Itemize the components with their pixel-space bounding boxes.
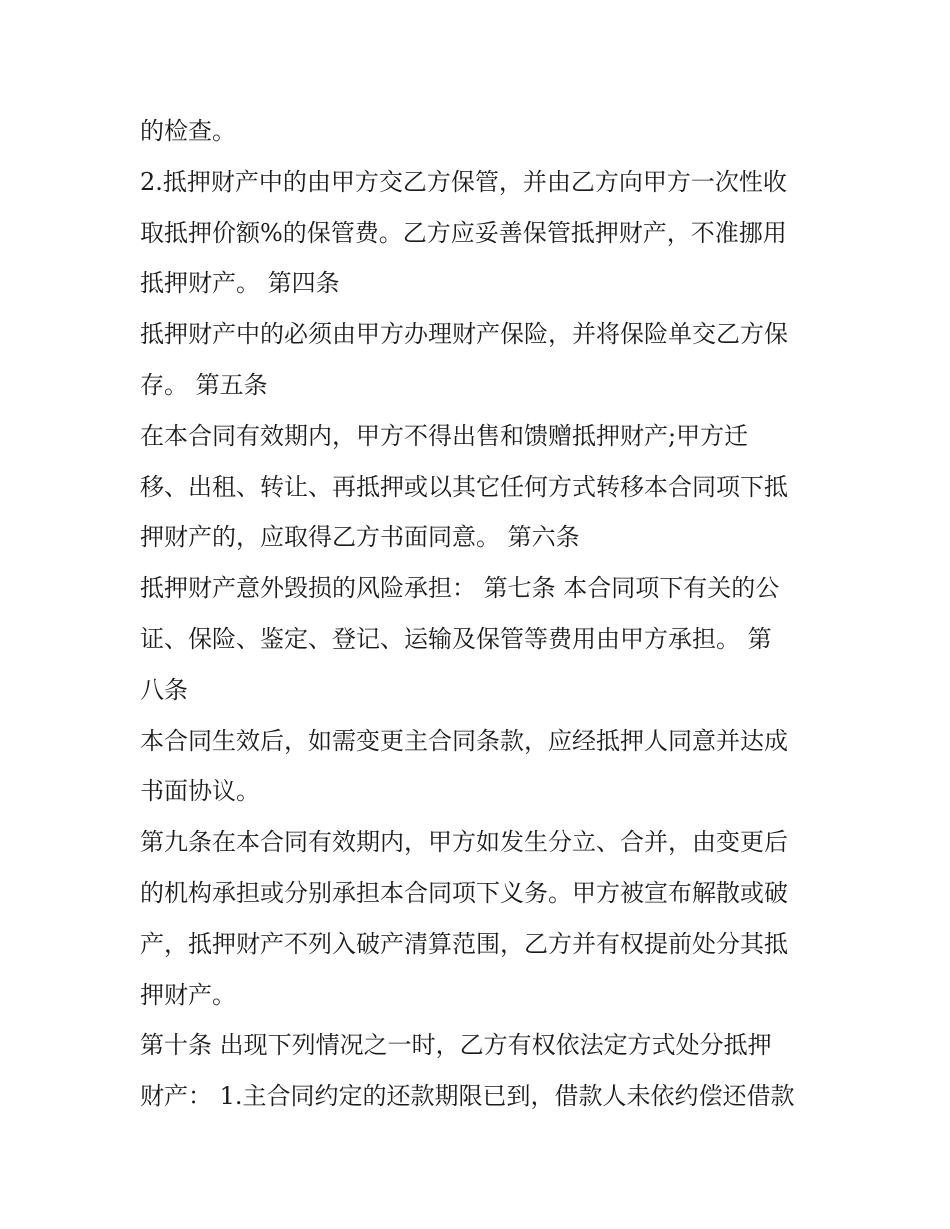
text-line: 押财产的，应取得乙方书面同意。 第六条 xyxy=(140,523,580,552)
text-line: 抵押财产中的必须由甲方办理财产保险，并将保险单交乙方保 xyxy=(140,320,788,349)
text-line: 本合同生效后，如需变更主合同条款，应经抵押人同意并达成 xyxy=(140,726,788,755)
text-line: 书面协议。 xyxy=(140,777,260,806)
contract-text-block xyxy=(140,106,820,1122)
text-line: 第九条在本合同有效期内，甲方如发生分立、合并，由变更后 xyxy=(140,828,788,857)
text-line: 第十条 出现下列情况之一时，乙方有权依法定方式处分抵押 xyxy=(140,1031,772,1060)
text-line: 的机构承担或分别承担本合同项下义务。甲方被宣布解散或破 xyxy=(140,878,788,907)
text-line: 八条 xyxy=(140,675,188,704)
text-line: 抵押财产。 第四条 xyxy=(140,269,340,298)
text-line: 证、保险、鉴定、登记、运输及保管等费用由甲方承担。 第 xyxy=(140,624,772,653)
text-line: 2.抵押财产中的由甲方交乙方保管，并由乙方向甲方一次性收 xyxy=(140,167,787,196)
text-line: 财产： 1.主合同约定的还款期限已到，借款人未依约偿还借款 xyxy=(140,1082,795,1111)
text-line: 在本合同有效期内，甲方不得出售和馈赠抵押财产;甲方迁 xyxy=(140,421,749,450)
text-line: 取抵押价额%的保管费。乙方应妥善保管抵押财产，不准挪用 xyxy=(140,218,787,247)
text-line: 的检查。 xyxy=(140,117,236,145)
text-line: 抵押财产意外毁损的风险承担： 第七条 本合同项下有关的公 xyxy=(140,574,780,603)
text-line: 产，抵押财产不列入破产清算范围，乙方并有权提前处分其抵 xyxy=(140,929,788,958)
text-line: 存。 第五条 xyxy=(140,370,268,399)
text-line: 押财产。 xyxy=(140,980,236,1009)
text-line: 移、出租、转让、再抵押或以其它任何方式转移本合同项下抵 xyxy=(140,472,788,501)
